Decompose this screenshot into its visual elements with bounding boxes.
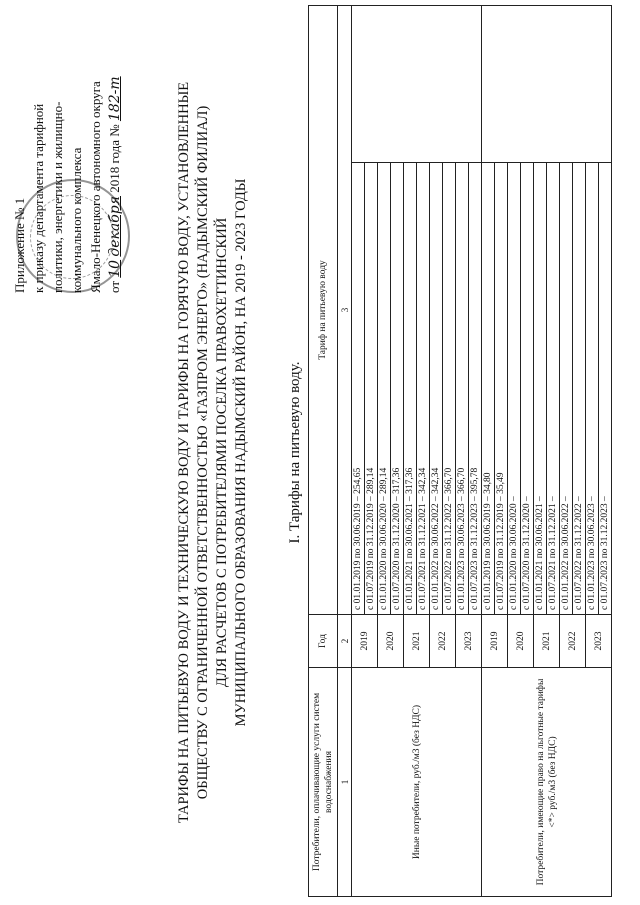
table-header-row <box>309 6 338 897</box>
tariff-cell: с 01.07.2022 по 31.12.2022 – <box>573 163 586 615</box>
title-line-3: ДЛЯ РАСЧЕТОВ С ПОТРЕБИТЕЛЯМИ ПОСЕЛКА ПРАВОХЕТТИНСКИЙ <box>214 217 230 688</box>
tariff-cell: с 01.07.2022 по 31.12.2022 – 366,70 <box>443 163 456 615</box>
handwritten-month: декабря <box>107 196 123 257</box>
tariff-cell: с 01.07.2023 по 31.12.2023 – 395,78 <box>469 163 482 615</box>
handwritten-day: 10 <box>107 259 123 278</box>
tariff-cell: с 01.07.2019 по 31.12.2019 – 289,14 <box>365 163 378 615</box>
tariff-cell: с 01.07.2019 по 31.12.2019 – 35,49 <box>495 163 508 615</box>
tariff-cell: с 01.01.2020 по 30.06.2020 – 289,14 <box>378 163 391 615</box>
year-cell: 2021 <box>534 615 560 668</box>
tariff-cell: с 01.01.2021 по 30.06.2021 – <box>534 163 547 615</box>
title-line-2: ОБЩЕСТВУ С ОГРАНИЧЕННОЙ ОТВЕТСТВЕННОСТЬЮ «ГАЗПРОМ ЭНЕРГО» (НАДЫМСКИЙ ФИЛИАЛ) <box>195 105 211 800</box>
tariff-cell: с 01.01.2019 по 30.06.2019 – 254,65 <box>352 163 365 615</box>
tariff-cell: с 01.01.2022 по 30.06.2022 – <box>560 163 573 615</box>
appendix-date-line <box>105 3 125 293</box>
tariff-cell: с 01.01.2020 по 30.06.2020 – <box>508 163 521 615</box>
tariff-table <box>308 5 612 897</box>
tariff-cell: с 01.07.2021 по 31.12.2021 – <box>547 163 560 615</box>
category-preferential-consumers: Потребители, имеющие право на льготные тарифы <*> руб./м3 (без НДС) <box>482 668 612 897</box>
year-cell: 2019 <box>482 615 508 668</box>
header-tariff: Тариф на питьевую воду <box>309 6 338 615</box>
year-cell: 2022 <box>560 615 586 668</box>
tariff-cell: с 01.01.2021 по 30.06.2021 – 317,36 <box>404 163 417 615</box>
tariff-cell: с 01.01.2023 по 30.06.2023 – <box>586 163 599 615</box>
blank-cell <box>352 6 482 163</box>
date-year-text: 2018 года № <box>107 124 122 193</box>
year-cell: 2020 <box>508 615 534 668</box>
appendix-order-line: к приказу департамента тарифной <box>31 103 46 293</box>
date-prefix: от <box>107 280 122 293</box>
appendix-complex-line: коммунального комплекса <box>69 147 84 293</box>
tariff-cell: с 01.01.2023 по 30.06.2023 – 366,70 <box>456 163 469 615</box>
year-cell: 2021 <box>404 615 430 668</box>
appendix-number: Приложение № 1 <box>12 197 27 293</box>
appendix-region-line: Ямало-Ненецкого автономного округа <box>88 81 103 293</box>
column-number-2: 2 <box>338 615 352 668</box>
appendix-department-line: политики, энергетики и жилищно- <box>50 101 65 293</box>
title-line-1: ТАРИФЫ НА ПИТЬЕВУЮ ВОДУ И ТЕХНИЧЕСКУЮ ВОДУ И ТАРИФЫ НА ГОРЯЧУЮ ВОДУ, УСТАНОВЛЕННЫЕ <box>176 81 192 824</box>
section-heading: I. Тарифы на питьевую воду. <box>287 361 303 544</box>
handwritten-order-number: 182-т <box>107 76 123 122</box>
appendix-header <box>10 3 125 293</box>
tariff-cell: с 01.07.2023 по 31.12.2023 – <box>599 163 612 615</box>
year-cell: 2022 <box>430 615 456 668</box>
column-number-1: 1 <box>338 668 352 897</box>
tariff-cell: с 01.07.2021 по 31.12.2021 – 342,34 <box>417 163 430 615</box>
year-cell: 2019 <box>352 615 378 668</box>
header-year: Год <box>309 615 338 668</box>
year-cell: 2023 <box>586 615 612 668</box>
header-consumers: Потребители, оплачивающие услуги систем водоснабжения <box>309 668 338 897</box>
title-line-4: МУНИЦИПАЛЬНОГО ОБРАЗОВАНИЯ НАДЫМСКИЙ РАЙОН, НА 2019 - 2023 ГОДЫ <box>233 178 249 727</box>
table-number-row <box>338 6 352 897</box>
document-title <box>175 0 251 905</box>
year-cell: 2020 <box>378 615 404 668</box>
table-row <box>482 6 495 897</box>
column-number-3: 3 <box>338 6 352 615</box>
year-cell: 2023 <box>456 615 482 668</box>
category-other-consumers: Иные потребители, руб./м3 (без НДС) <box>352 668 482 897</box>
tariff-cell: с 01.07.2020 по 31.12.2020 – 317,36 <box>391 163 404 615</box>
tariff-cell: с 01.01.2022 по 30.06.2022 – 342,34 <box>430 163 443 615</box>
table-row <box>352 6 365 897</box>
tariff-cell: с 01.01.2019 по 30.06.2019 – 34,80 <box>482 163 495 615</box>
tariff-cell: с 01.07.2020 по 31.12.2020 – <box>521 163 534 615</box>
blank-cell <box>482 6 612 163</box>
